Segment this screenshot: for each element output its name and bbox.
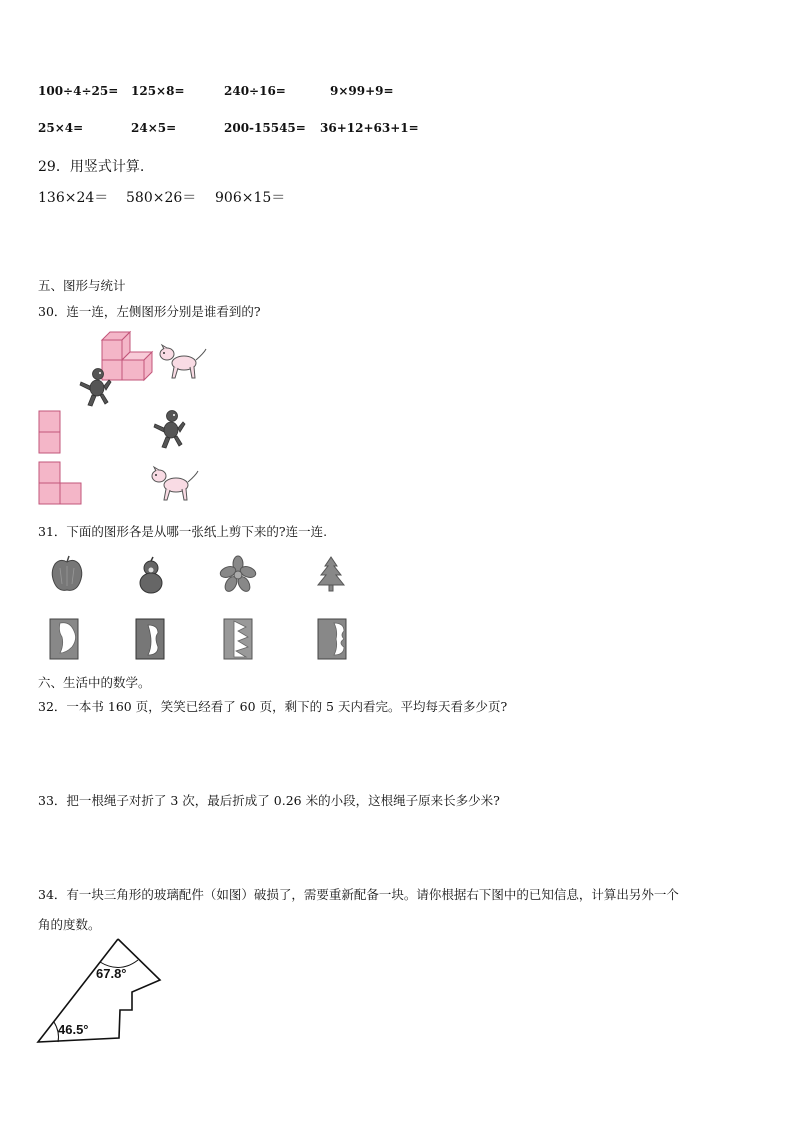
section-5-title: 五、图形与统计: [38, 278, 126, 293]
broken-triangle-figure: [36, 938, 166, 1044]
calc-3: 240÷16=: [224, 84, 286, 98]
flower-shape-icon: [220, 556, 256, 592]
section-6-title: 六、生活中的数学。: [38, 675, 151, 690]
monkey-icon: [152, 410, 188, 450]
dog-icon: [158, 345, 208, 381]
calc-5: 25×4=: [38, 121, 84, 135]
q29-item-1: 136×24＝: [38, 190, 109, 206]
paper-1-icon: [48, 617, 82, 661]
q29-item-3: 906×15＝: [215, 190, 286, 206]
calc-2: 125×8=: [131, 84, 185, 98]
q34-line-2: 角的度数。: [38, 917, 101, 932]
monkey-icon: [78, 368, 114, 408]
calc-8: 36+12+63+1=: [320, 121, 419, 135]
paper-2-icon: [134, 617, 168, 661]
gourd-shape-icon: [135, 556, 167, 594]
q30-title: 30．连一连，左侧图形分别是谁看到的?: [38, 304, 261, 319]
calc-1: 100÷4÷25=: [38, 84, 119, 98]
paper-3-icon: [222, 617, 256, 661]
angle-top-label: 67.8°: [96, 966, 127, 981]
q29-title: 29．用竖式计算.: [38, 159, 145, 175]
q31-title: 31．下面的图形各是从哪一张纸上剪下来的?连一连.: [38, 524, 328, 539]
view-figure-2: [38, 461, 84, 505]
dog-icon: [150, 467, 200, 503]
calc-4: 9×99+9=: [330, 84, 394, 98]
calc-7: 200-15545=: [224, 121, 306, 135]
q33-title: 33．把一根绳子对折了 3 次，最后折成了 0.26 米的小段，这根绳子原来长多少米?: [38, 793, 500, 808]
calc-6: 24×5=: [131, 121, 177, 135]
q29-item-2: 580×26＝: [126, 190, 197, 206]
apple-shape-icon: [50, 556, 84, 594]
q32-title: 32．一本书 160 页，笑笑已经看了 60 页，剩下的 5 天内看完。平均每天看多少页?: [38, 699, 508, 714]
view-figure-1: [38, 410, 62, 454]
tree-shape-icon: [316, 556, 346, 592]
paper-4-icon: [316, 617, 350, 661]
angle-left-label: 46.5°: [58, 1022, 89, 1037]
q34-line-1: 34．有一块三角形的玻璃配件（如图）破损了，需要重新配备一块。请你根据右下图中的已知信息，计算出另外一个: [38, 887, 679, 902]
